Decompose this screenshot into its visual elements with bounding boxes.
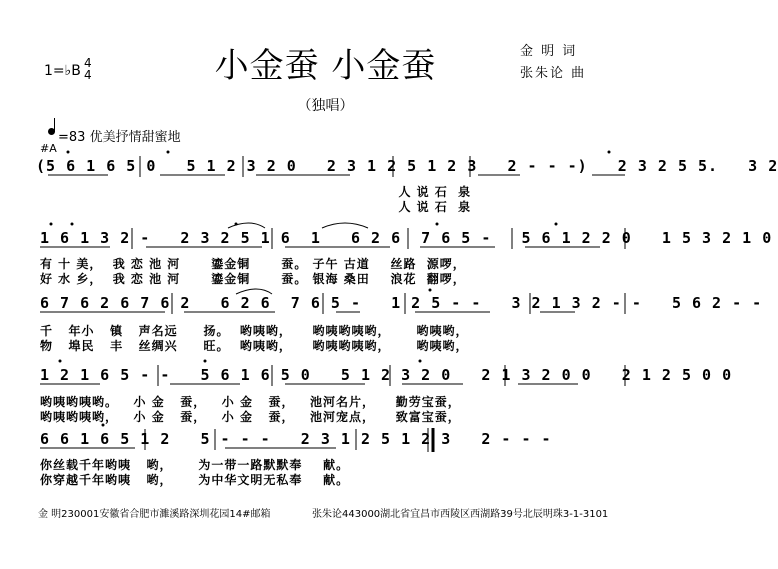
- slur-group: [228, 223, 368, 294]
- lyric-line: 有 十 美， 我 恋 池 河 鎏金铜 蚕。 子午 古道 丝路 源啰，: [40, 257, 466, 271]
- lyricist: 金 明 词: [520, 44, 578, 59]
- octave-dot: [555, 223, 558, 226]
- time-top: 4: [84, 56, 92, 70]
- octave-dot: [235, 223, 238, 226]
- octave-dot: [50, 223, 53, 226]
- octave-dot: [167, 151, 170, 154]
- rehearsal-mark: #A: [40, 142, 57, 155]
- octave-dot: [67, 151, 70, 154]
- composer: 张朱论 曲: [520, 66, 587, 81]
- slur: [236, 289, 272, 294]
- octave-dot-group: [50, 151, 611, 427]
- notation-line: 1 6 1 3 2 - 2 3 2 5 1 6 1 6 2 6 7 6 5 - 5 6 1 2 2 0 1 5 3 2 1 0: [40, 229, 773, 247]
- key-signature: 1=♭B: [44, 63, 81, 79]
- tempo-marking: =83 优美抒情甜蜜地: [58, 130, 181, 145]
- notation-line: 6 7 6 2 6 7 6 2 6 2 6 7 6 5 - 1 2 5 - - 3 2 1 3 2 - - 5 6 2 - -: [40, 294, 763, 312]
- octave-dot: [102, 424, 105, 427]
- notation-line: (5 6 1 6 5 0 5 1 2 3 2 0 2 3 1 2 5 1 2 3 2 - - -) 2 3 2 5 5. 3 2: [36, 157, 778, 175]
- barline-group: [132, 156, 625, 450]
- lyric-line: 你丝载千年哟咦 哟， 为一带一路默默奉 献。: [40, 458, 350, 472]
- time-bottom: 4: [84, 68, 92, 82]
- lyric-line: 哟咦哟咦哟。 小 金 蚕， 小 金 蚕， 池河名片， 勤劳宝蚕，: [40, 395, 461, 409]
- octave-dot: [429, 289, 432, 292]
- slur: [228, 223, 265, 228]
- slur: [322, 223, 368, 228]
- subtitle: （独唱）: [297, 98, 354, 114]
- octave-dot: [71, 223, 74, 226]
- lyric-line: 人 说 石 泉: [36, 200, 472, 214]
- octave-dot: [419, 360, 422, 363]
- lyric-line: 你穿越千年哟咦 哟， 为中华文明无私奉 献。: [40, 473, 350, 487]
- notation-line: 6 6 1 6 5 1 2 5 - - - 2 3 1 2 5 1 2 3 2 - - -: [40, 430, 552, 448]
- lyric-line: 好 水 乡， 我 恋 池 河 鎏金铜 蚕。 银海 桑田 浪花 翻啰，: [40, 272, 466, 286]
- lyric-line: 人 说 石 泉: [36, 185, 472, 199]
- lyric-line: 千 年小 镇 声名远 扬。 哟咦哟， 哟咦哟咦哟， 哟咦哟，: [40, 324, 469, 338]
- footer-address-right: 张朱论443000湖北省宜昌市西陵区西湖路39号北辰明珠3-1-3101: [312, 509, 609, 520]
- footer-address-left: 金 明230001安徽省合肥市濉溪路深圳花园14#邮箱: [38, 509, 271, 520]
- page-title: 小金蚕 小金蚕: [214, 46, 437, 86]
- underline-group: [40, 175, 625, 448]
- lyric-line: 物 埠民 丰 丝绸兴 旺。 哟咦哟， 哟咦哟咦哟， 哟咦哟，: [40, 339, 469, 353]
- octave-dot: [59, 360, 62, 363]
- octave-dot: [204, 360, 207, 363]
- lyric-line: 哟咦哟咦哟， 小 金 蚕， 小 金 蚕， 池河宠点， 致富宝蚕，: [40, 410, 461, 424]
- octave-dot: [608, 151, 611, 154]
- notation-line: 1 2 1 6 5 - - 5 6 1 6 5 0 5 1 2 3 2 0 2 1 3 2 0 0 2 1 2 5 0 0: [40, 366, 733, 384]
- octave-dot: [436, 223, 439, 226]
